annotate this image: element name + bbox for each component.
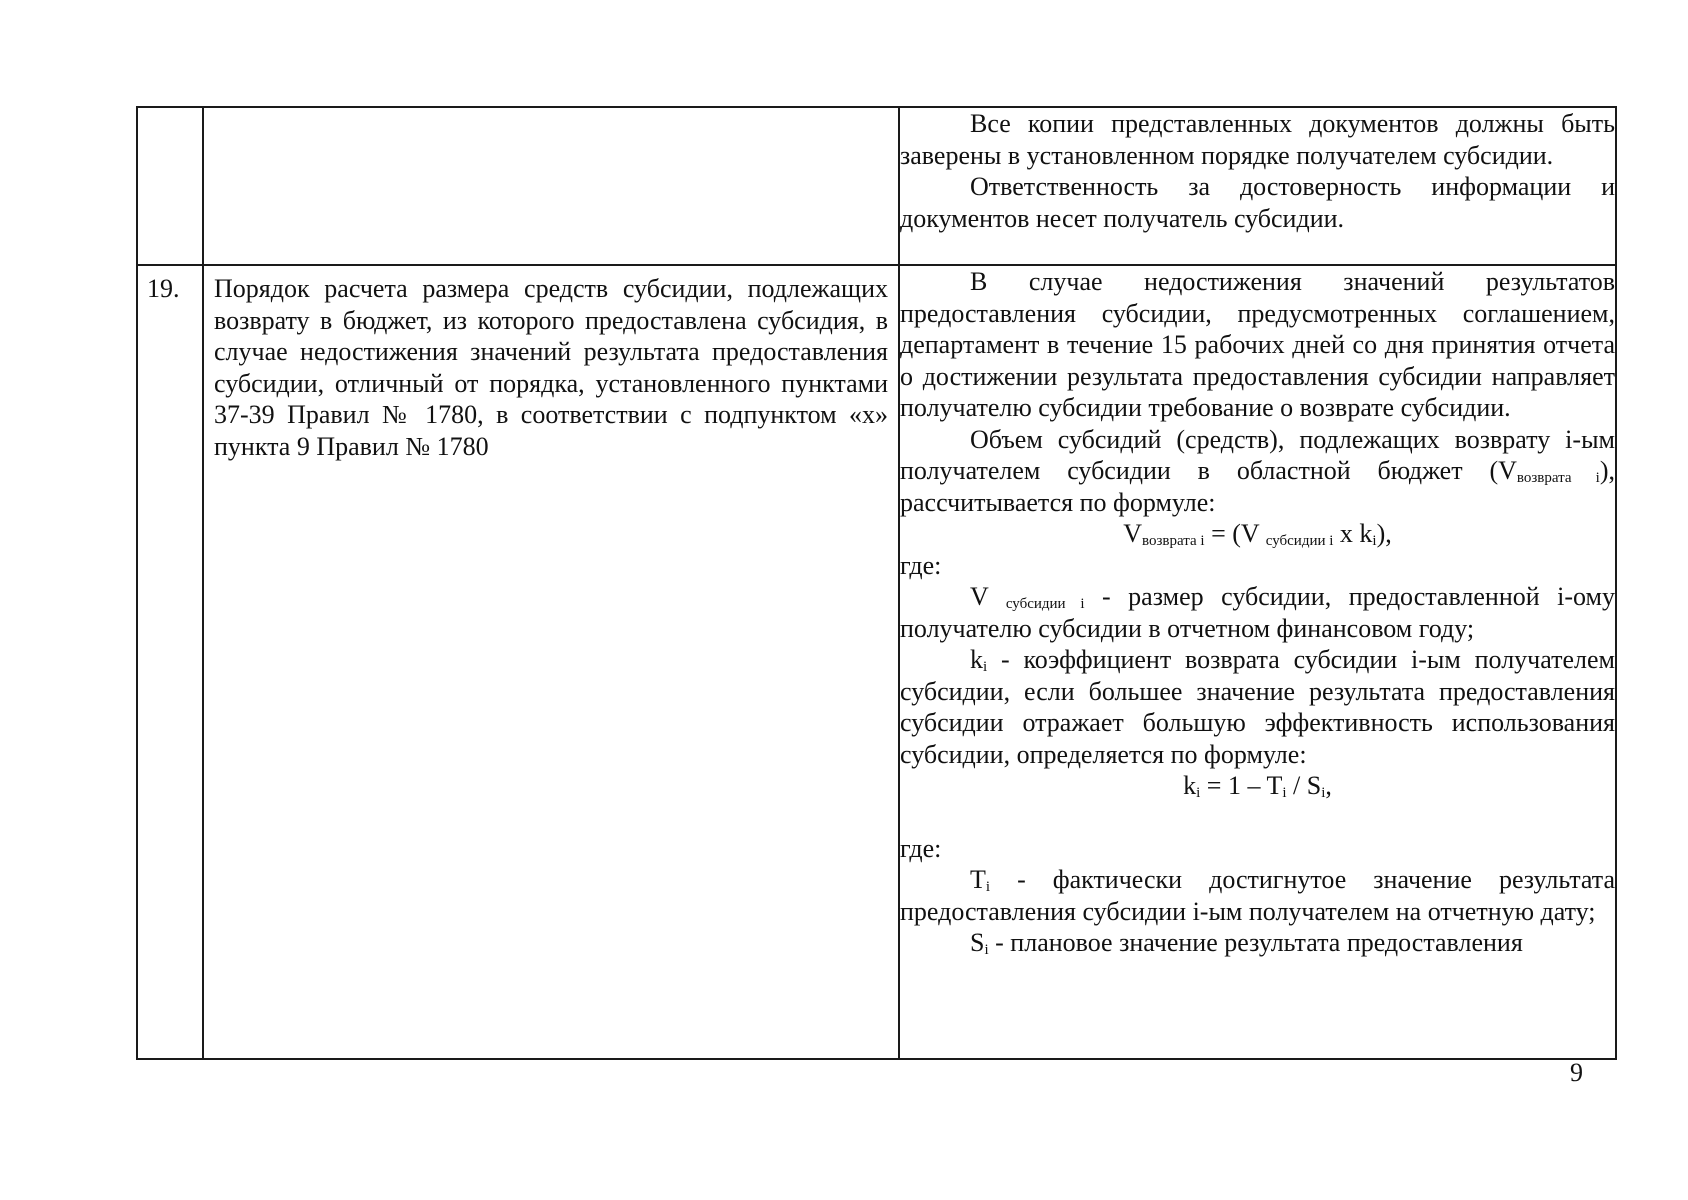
table-row xyxy=(137,265,1616,1059)
row-title-cell xyxy=(203,107,899,265)
table-row xyxy=(137,107,1616,265)
where-label: где: xyxy=(900,833,942,863)
body-paragraph: Ответственность за достоверность информации и документов несет получатель субсидии. xyxy=(900,172,1615,233)
definition-k: $k_i$ - коэффициент возврата субсидии i-ым получателем субсидии, если большее значение результата предоставления субсидии отражает большую эффективность использования субсидии, определяется по формуле: xyxy=(900,645,1615,769)
definition-s: $S_i$ - плановое значение результата предоставления xyxy=(970,928,1523,958)
body-paragraph: Объем субсидий (средств), подлежащих возврату i-ым получателем субсидии в областной бюджет $(V_{возврата i})$, рассчитывается по формуле: xyxy=(900,424,1615,517)
row-number-cell xyxy=(137,265,203,1059)
definition-t: $T_i$ - фактически достигнутое значение результата предоставления субсидии i-ым получателем на отчетную дату; xyxy=(900,865,1615,926)
row-title: Порядок расчета размера средств субсидии, подлежащих возврату в бюджет, из которого предоставлена субсидия, в случае недостижения значений результата предоставления субсидии, отличный от порядка, установленного пунктами 37-39 Правил № 1780, в соответствии с подпунктом «х» пункта 9 Правил № 1780 xyxy=(214,274,888,461)
blank-line xyxy=(900,802,1615,833)
formula-v-return: $V_{возврата i} = (V$ $_{субсидии i}$ x $k_i$), xyxy=(1123,519,1392,549)
row-title-cell xyxy=(203,265,899,1059)
body-paragraph: Все копии представленных документов должны быть заверены в установленном порядке получателем субсидии. xyxy=(900,109,1615,170)
definition-v-subsidy: V $_{субсидии i}$ - размер субсидии, предоставленной i-ому получателю субсидии в отчетном финансовом году; xyxy=(900,582,1616,643)
formula-k: $k_i = 1 - T_i / S_i$, xyxy=(1183,771,1332,801)
row-body-cell xyxy=(899,265,1616,1059)
body-paragraph: В случае недостижения значений результатов предоставления субсидии, предусмотренных соглашением, департамент в течение 15 рабочих дней со дня принятия отчета о достижении результата предоставления субсидии направляет получателю субсидии требование о возврате субсидии. xyxy=(900,267,1615,422)
page-number: 9 xyxy=(1570,1058,1583,1087)
regulation-table xyxy=(136,106,1617,1060)
row-number-cell xyxy=(137,107,203,265)
row-body-cell xyxy=(899,107,1616,265)
row-number: 19. xyxy=(147,274,180,303)
where-label: где: xyxy=(900,550,942,580)
